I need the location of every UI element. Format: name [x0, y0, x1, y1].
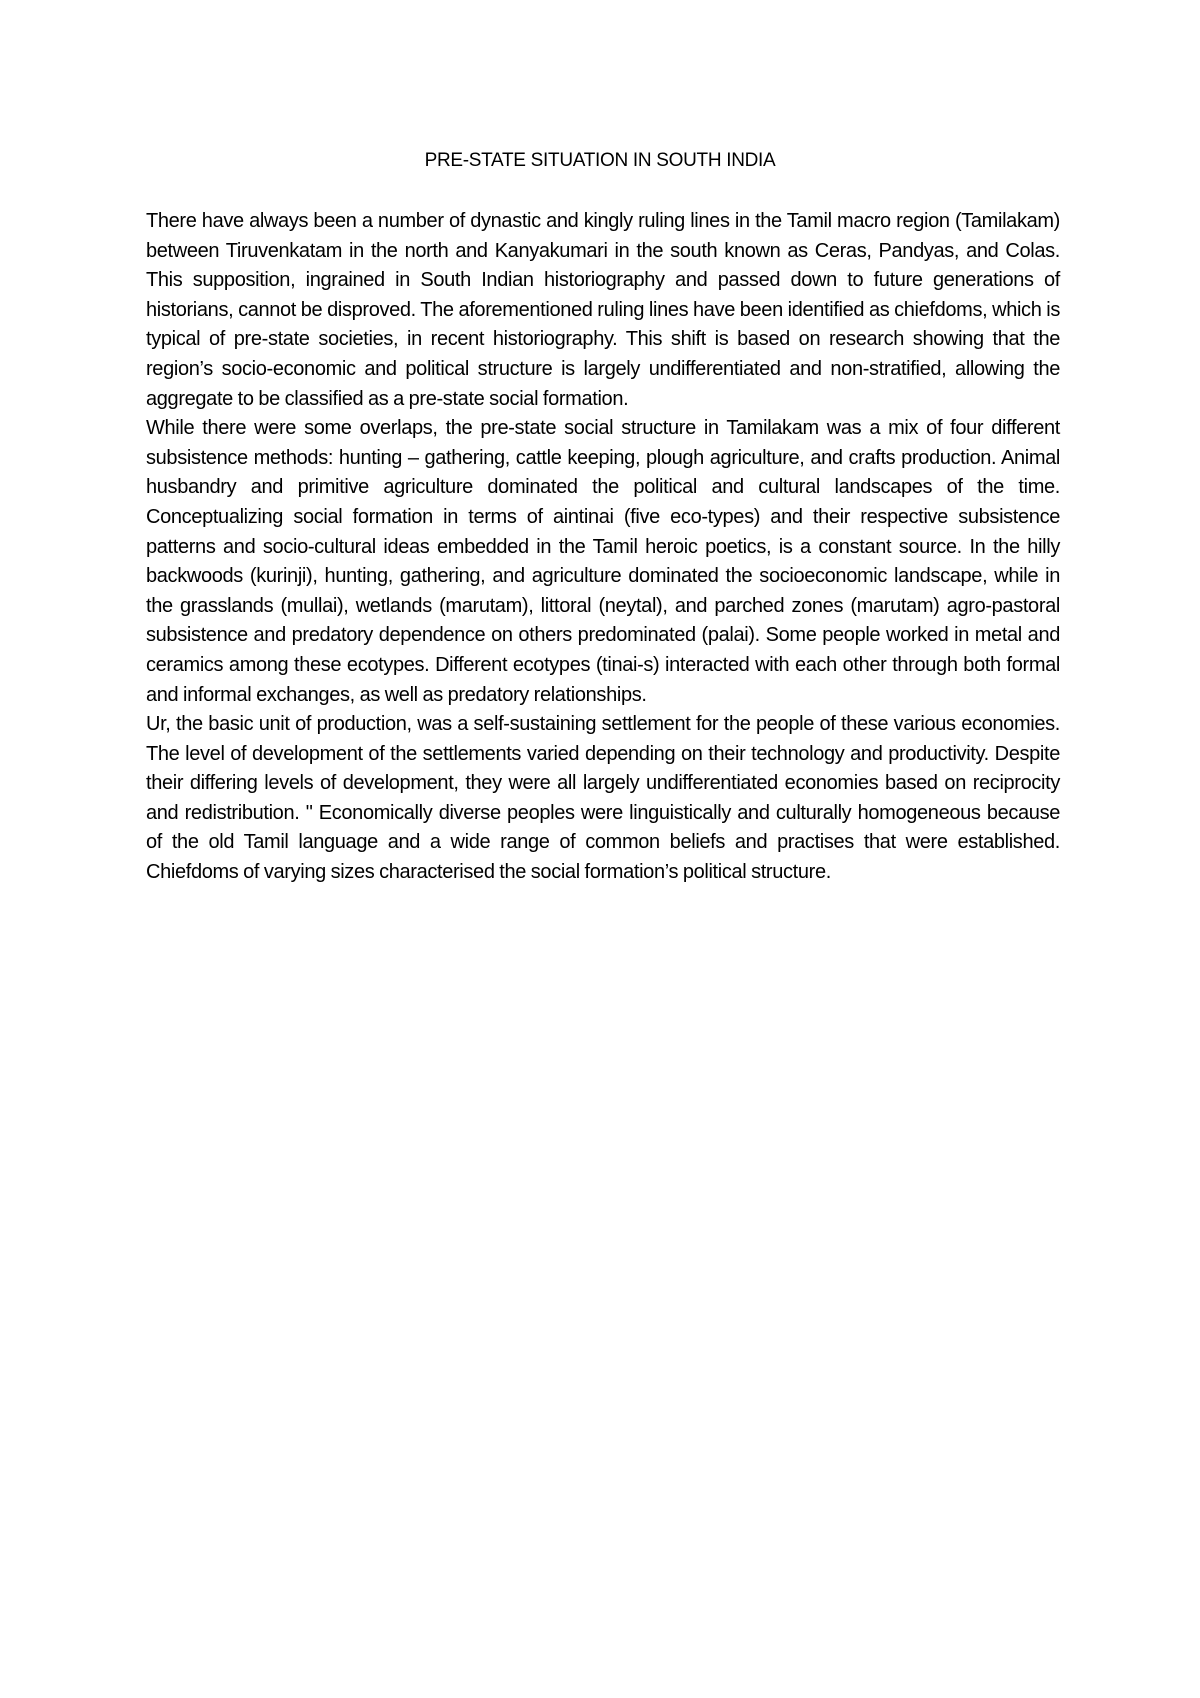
document-title: PRE-STATE SITUATION IN SOUTH INDIA [424, 150, 776, 171]
document-body [146, 207, 1060, 888]
paragraph-2: While there were some overlaps, the pre-state social structure in Tamilakam was a mix of four different subsistence methods: hunting – gathering, cattle keeping, plough agriculture, and crafts production. Animal husbandry and primitive agriculture dominated the political and cultural landscapes of the time. Conceptualizing social formation in terms of aintinai (five eco-types) and their respective subsistence patterns and socio-cultural ideas embedded in the Tamil heroic poetics, is a constant source. In the hilly backwoods (kurinji), hunting, gathering, and agriculture dominated the socioeconomic landscape, while in the grasslands (mullai), wetlands (marutam), littoral (neytal), and parched zones (marutam) agro-pastoral subsistence and predatory dependence on others predominated (palai). Some people worked in metal and ceramics among these ecotypes. Different ecotypes (tinai-s) interacted with each other through both formal and informal exchanges, as well as predatory relationships. [146, 417, 1060, 706]
paragraph-3: Ur, the basic unit of production, was a self-sustaining settlement for the people of these various economies. The level of development of the settlements varied depending on their technology and productivity. Despite their differing levels of development, they were all largely undifferentiated economies based on reciprocity and redistribution. " Economically diverse peoples were linguistically and culturally homogeneous because of the old Tamil language and a wide range of common beliefs and practises that were established. Chiefdoms of varying sizes characterised the social formation’s political structure. [146, 713, 1060, 884]
paragraph-1: There have always been a number of dynastic and kingly ruling lines in the Tamil macro region (Tamilakam) between Tiruvenkatam in the north and Kanyakumari in the south known as Ceras, Pandyas, and Colas. This supposition, ingrained in South Indian historiography and passed down to future generations of historians, cannot be disproved. The aforementioned ruling lines have been identified as chiefdoms, which is typical of pre-state societies, in recent historiography. This shift is based on research showing that the region’s socio-economic and political structure is largely undifferentiated and non-stratified, allowing the aggregate to be classified as a pre-state social formation. [146, 210, 1060, 410]
